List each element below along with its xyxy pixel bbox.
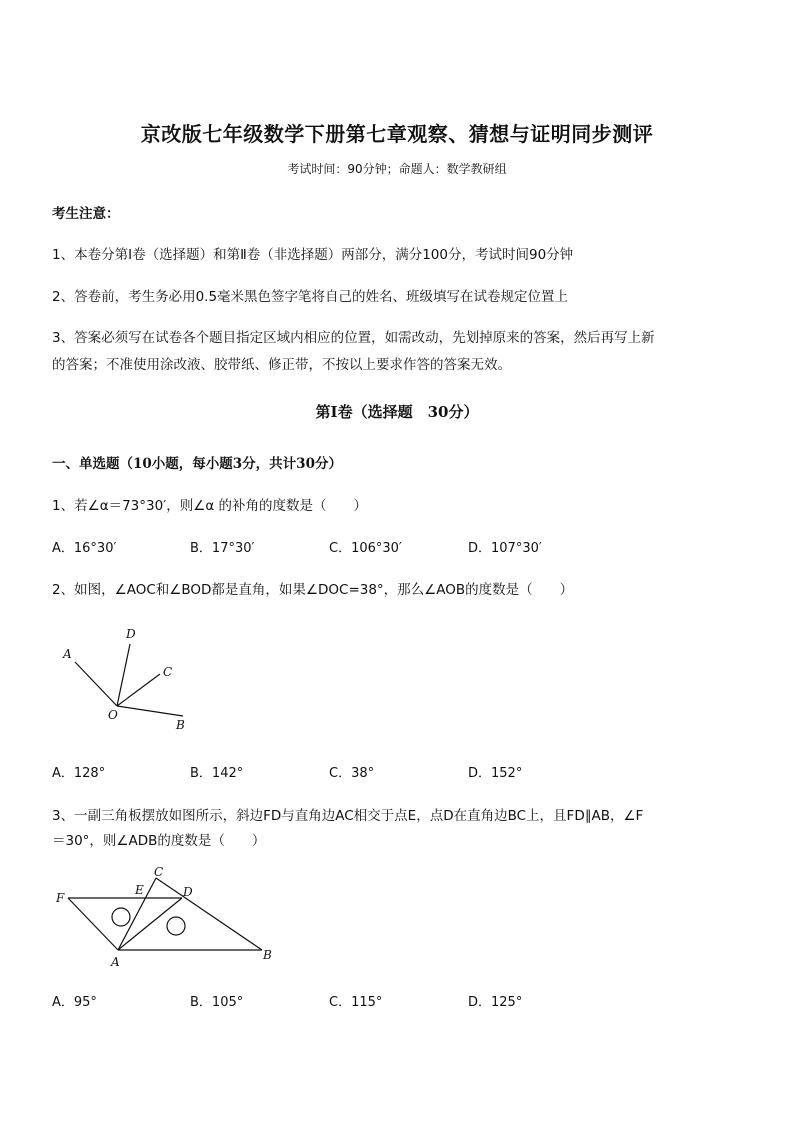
question-1-stem: 1、若∠α＝73°30′，则∠α 的补角的度数是（ ） [52,498,368,514]
question-3-option-d[interactable]: D．125° [468,995,523,1010]
question-2-option-d[interactable]: D．152° [468,766,523,781]
circle-right [167,917,185,935]
question-1-option-c[interactable]: C．106°30′ [329,541,402,556]
side-ad [118,898,182,950]
point-label-c: C [163,665,173,679]
point-label-d: D [183,885,193,899]
ray-oc [117,674,160,706]
side-cb [156,878,262,950]
question-2-option-c[interactable]: C．38° [329,766,375,781]
page-title: 京改版七年级数学下册第七章观察、猜想与证明同步测评 [140,122,654,146]
notice-heading: 考生注意： [52,206,120,222]
point-label-b: B [176,718,185,732]
ray-ob [117,706,183,716]
question-3-option-b[interactable]: B．105° [190,995,244,1010]
question-2-option-a[interactable]: A．128° [52,766,106,781]
question-1-option-b[interactable]: B．17°30′ [190,541,255,556]
question-3-stem-line-1: 3、一副三角板摆放如图所示，斜边FD与直角边AC相交于点E，点D在直角边BC上，且FD∥AB，∠F [52,808,644,824]
question-1-option-a[interactable]: A．16°30′ [52,541,117,556]
question-3-option-a[interactable]: A．95° [52,995,97,1010]
question-2-option-b[interactable]: B．142° [190,766,244,781]
question-3-triangle-figure [50,862,280,972]
question-2-stem: 2、如图，∠AOC和∠BOD都是直角，如果∠DOC=38°，那么∠AOB的度数是（ ） [52,582,574,598]
question-1-option-d[interactable]: D．107°30′ [468,541,542,556]
ray-od [117,644,130,706]
part-title: 一、单选题（10小题，每小题3分，共计30分） [52,456,342,472]
section-title: 第Ⅰ卷（选择题 30分） [315,403,479,421]
point-label-f: F [56,891,65,905]
circle-left [112,908,130,926]
point-label-e: E [135,883,144,897]
point-label-a: A [63,647,72,661]
notice-item: 3、答案必须写在试卷各个题目指定区域内相应的位置，如需改动，先划掉原来的答案，然后再写上新 [52,330,655,346]
question-2-angle-figure [50,622,210,737]
question-3-stem-line-2: ＝30°，则∠ADB的度数是（ ） [52,833,266,849]
side-fa [68,898,118,950]
notice-item: 的答案；不准使用涂改液、胶带纸、修正带，不按以上要求作答的答案无效。 [52,357,511,373]
question-3-option-c[interactable]: C．115° [329,995,383,1010]
point-label-d: D [126,627,136,641]
point-label-a: A [111,955,120,969]
point-label-c: C [154,865,164,879]
point-label-o: O [108,708,118,722]
exam-info: 考试时间：90分钟；命题人：数学教研组 [287,162,507,176]
ray-oa [75,662,117,706]
notice-item: 1、本卷分第Ⅰ卷（选择题）和第Ⅱ卷（非选择题）两部分，满分100分，考试时间90分钟 [52,247,574,263]
notice-item: 2、答卷前，考生务必用0.5毫米黑色签字笔将自己的姓名、班级填写在试卷规定位置上 [52,289,569,305]
point-label-b: B [263,948,272,962]
